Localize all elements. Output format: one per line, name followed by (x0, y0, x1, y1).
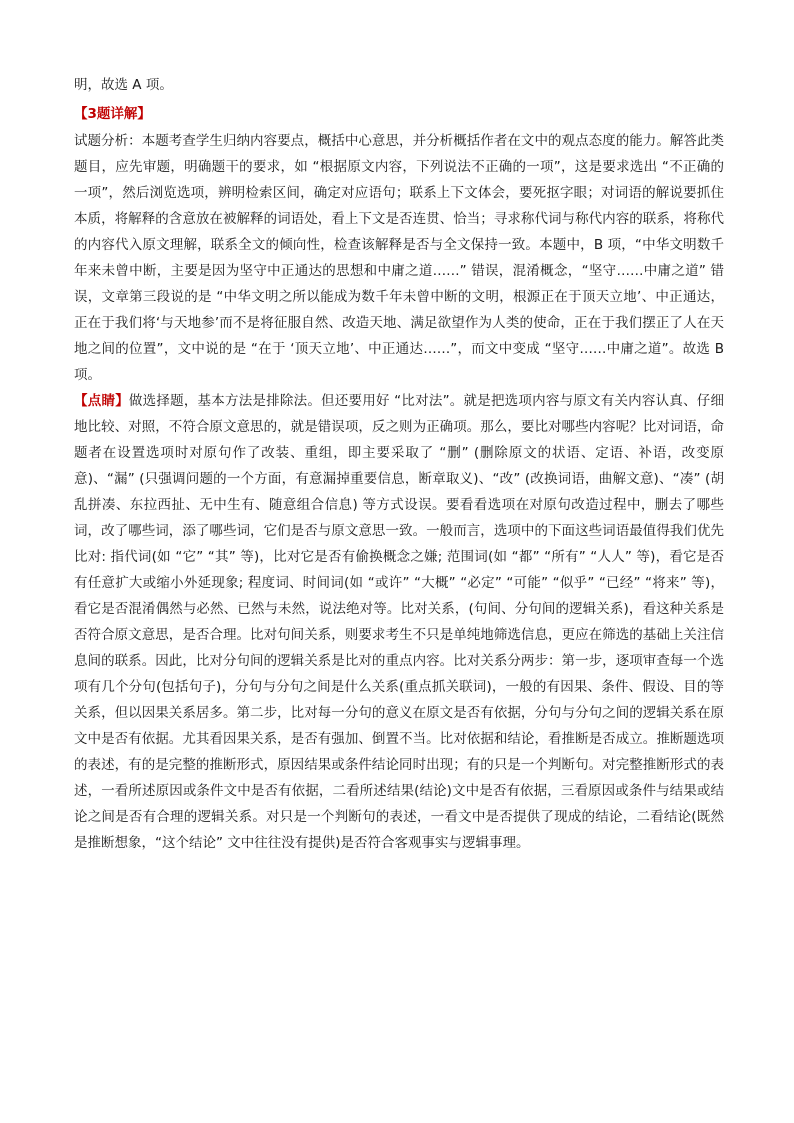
intro-paragraph: 明，故选 A 项。 (74, 77, 173, 93)
tips-open-bracket: 【 (74, 393, 88, 409)
tips-close-bracket: 】 (115, 393, 129, 409)
tips-paragraph (74, 388, 724, 856)
heading-open-bracket: 【 (74, 106, 88, 122)
section-3-label: 3题详解 (87, 106, 138, 122)
tips-label: 点睛 (87, 393, 116, 409)
section-3-heading (74, 101, 724, 127)
document-page (74, 72, 724, 856)
section-3-body: 试题分析：本题考查学生归纳内容要点，概括中心意思，并分析概括作者在文中的观点态度的能力。解答此类题目，应先审题，明确题干的要求，如 “根据原文内容，下列说法不正确的一项”，这是要求选出 “不正确的一项”，然后浏览选项，辨明检索区间，确定对应语句；联系上下文体会，要死抠字眼；对词语的解说要抓住本质，将解释的含意放在被解释的词语处，看上下文是否连贯、恰当；寻求称代词与称代内容的联系，将称代的内容代入原文理解，联系全文的倾向性，检查该解释是否与全文保持一致。本题中，B 项，“中华文明数千年来未曾中断，主要是因为坚守中正通达的思想和中庸之道……” 错误，混淆概念，“坚守……中庸之道” 错误，文章第三段说的是 “中华文明之所以能成为数千年未曾中断的文明，根源正在于顶天立地’、中正通达，正在于我们将‘与天地参’而不是将征服自然、改造天地、满足欲望作为人类的使命，正在于我们摆正了人在天地之间的位置”，文中说的是 “在于 ‘顶天立地’、中正通达……”，而文中变成 “坚守……中庸之道”。故选 B 项。 (74, 133, 724, 383)
heading-close-bracket: 】 (137, 106, 151, 122)
tips-body: 做选择题，基本方法是排除法。但还要用好 “比对法”。就是把选项内容与原文有关内容认真、仔细地比较、对照，不符合原文意思的，就是错误项，反之则为正确项。那么，要比对哪些内容呢？比对词语，命题者在设置选项时对原句作了改装、重组，即主要采取了 “删” (删除原文的状语、定语、补语，改变原意)、“漏” (只强调问题的一个方面，有意漏掉重要信息，断章取义)、“改” (改换词语，曲解文意)、“凑” (胡乱拼凑、东拉西扯、无中生有、随意组合信息) 等方式设误。要看看选项在对原句改造过程中，删去了哪些词，改了哪些词，添了哪些词，它们是否与原文意思一致。一般而言，选项中的下面这些词语最值得我们优先比对: 指代词(如 “它” “其” 等)，比对它是否有偷换概念之嫌; 范围词(如 “都” “所有” “人人” 等)，看它是否有任意扩大或缩小外延现象; 程度词、时间词(如 “或许” “大概” “必定” “可能” “似乎” “已经” “将来” 等)，看它是否混淆偶然与必然、已然与未然，说法绝对等。比对关系，(句间、分句间的逻辑关系)，看这种关系是否符合原文意思，是否合理。比对句间关系，则要求考生不只是单纯地筛选信息，更应在筛选的基础上关注信息间的联系。因此，比对分句间的逻辑关系是比对的重点内容。比对关系分两步：第一步，逐项审查每一个选项有几个分句(包括句子)，分句与分句之间是什么关系(重点抓关联词)，一般的有因果、条件、假设、目的等关系，但以因果关系居多。第二步，比对每一分句的意义在原文是否有依据，分句与分句之间的逻辑关系在原文中是否有依据。尤其看因果关系，是否有强加、倒置不当。比对依据和结论，看推断是否成立。推断题选项的表述，有的是完整的推断形式，原因结果或条件结论同时出现；有的只是一个判断句。对完整推断形式的表述，一看所述原因或条件文中是否有依据，二看所述结果(结论)文中是否有依据，三看原因或条件与结果或结论之间是否有合理的逻辑关系。对只是一个判断句的表述，一看文中是否提供了现成的结论，二看结论(既然是推断想象，“这个结论” 文中往往没有提供)是否符合客观事实与逻辑事理。 (74, 393, 725, 851)
